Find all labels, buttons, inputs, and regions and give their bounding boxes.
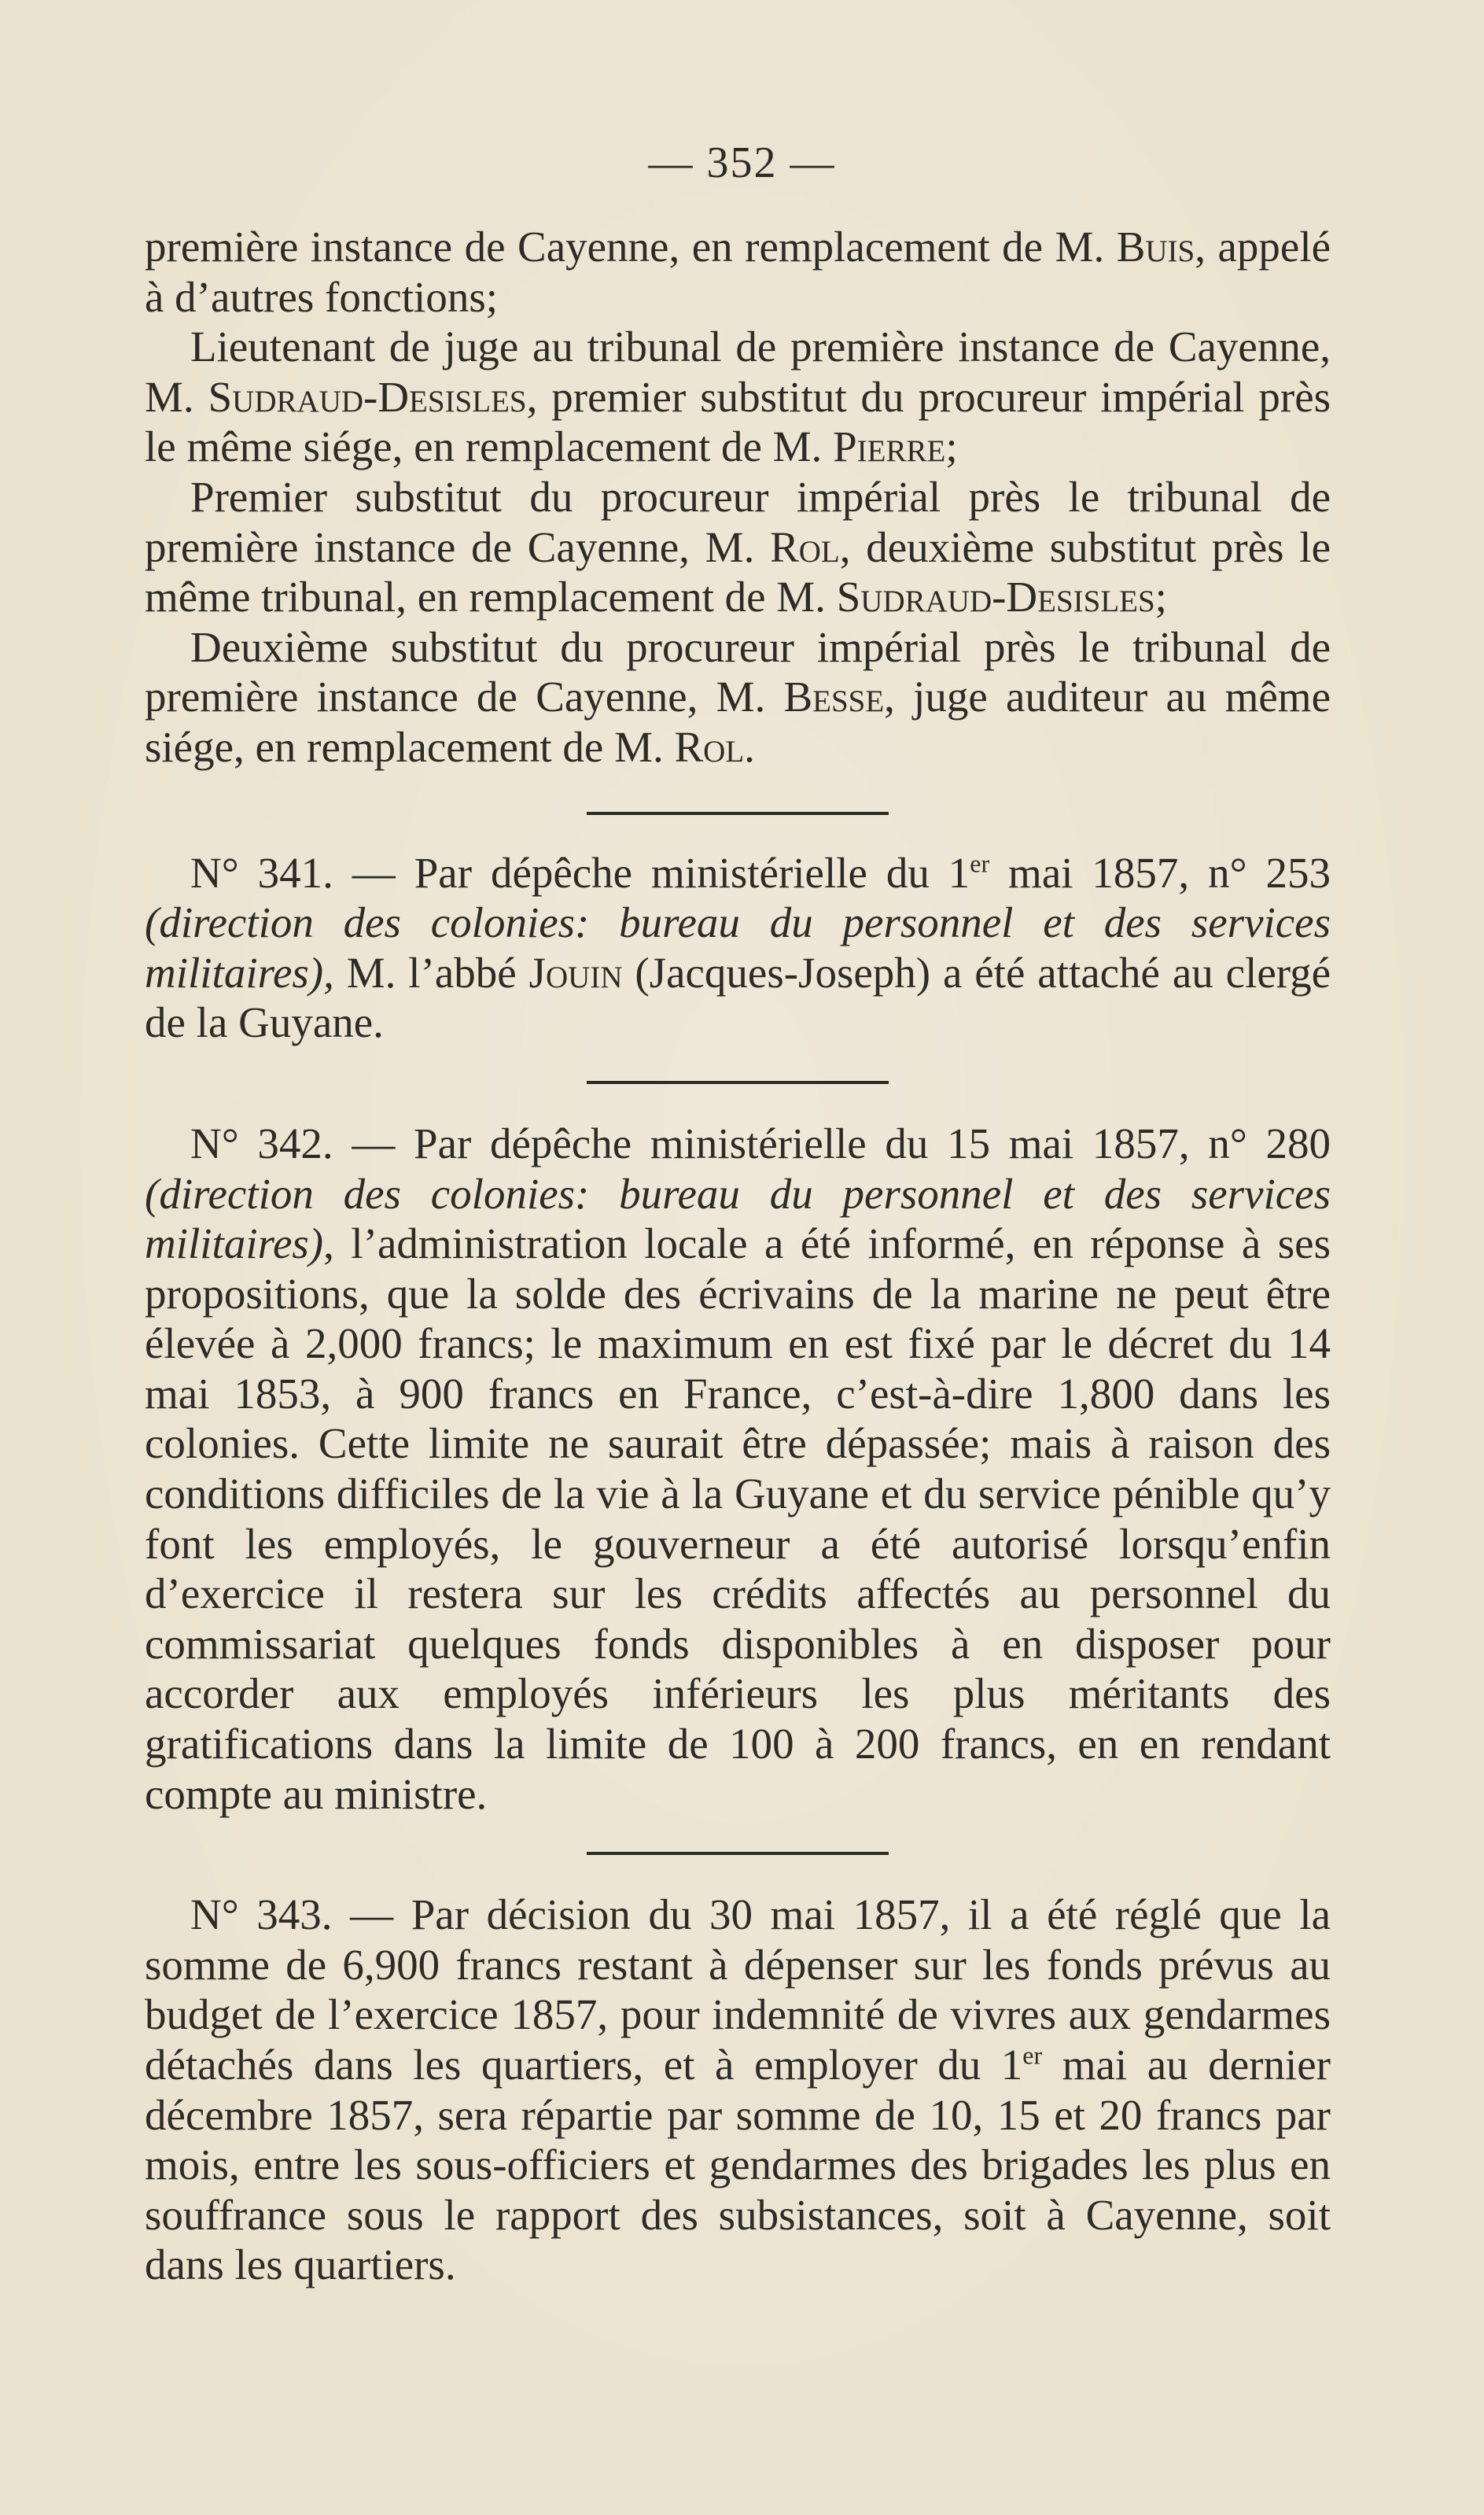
punctuation: ;	[945, 422, 958, 471]
person-name: Rol	[674, 722, 745, 771]
article-341	[145, 848, 1331, 1048]
appointment-text: , premier substitut du procureur impérial près le même siége, en remplacement de M.	[145, 372, 1331, 471]
punctuation: ,	[1195, 223, 1206, 271]
person-name: Jouin	[528, 948, 623, 997]
article-number: N° 343.	[190, 1890, 333, 1939]
punctuation: ;	[1154, 573, 1167, 621]
section-divider	[587, 1852, 889, 1855]
appointment-text: Lieutenant de juge au tribunal de première instance de Cayenne, M.	[145, 323, 1331, 421]
section-divider	[587, 1081, 889, 1084]
article-text: mai 1857, n° 253	[989, 848, 1331, 897]
article-number: N° 341.	[190, 848, 333, 897]
person-name: Rol	[770, 522, 840, 571]
person-name: Sudraud-Desisles	[836, 573, 1155, 621]
person-name: Besse	[783, 673, 885, 721]
person-name: Buis	[1116, 223, 1195, 271]
person-name: Sudraud-Desisles	[208, 372, 527, 421]
page-number: — 352 —	[648, 138, 836, 187]
article-number: N° 342.	[190, 1119, 333, 1167]
article-text: mai au dernier décembre 1857, sera répartie par somme de 10, 15 et 20 francs par mois, entre les sous-officiers et gendarmes des brigades les plus en souffrance sous le rapport des subsistances, soit à Cayenne, soit dans les quartiers.	[145, 2041, 1331, 2289]
article-text: — Par dépêche ministérielle du 1	[333, 848, 970, 897]
section-divider	[587, 812, 889, 815]
appointment-text: , deuxième substitut près le même tribunal, en remplacement de M.	[145, 522, 1331, 621]
article-text: , l’administration locale a été informé, en réponse à ses propositions, que la solde des écrivains de la marine ne peut être élevée à 2,000 francs; le maximum en est fixé par le décret du 14 mai 1853, à 900 francs en France, c’est-à-dire 1,800 dans les colonies. Cette limite ne saurait être dépassée; mais à raison des conditions difficiles de la vie à la Guyane et du service pénible qu’y font les employés, le gouverneur a été autorisé lorsqu’enfin d’exercice il restera sur les crédits affectés au personnel du commissariat quelques fonds disponibles à en disposer pour accorder aux employés inférieurs les plus méritants des gratifications dans la limite de 100 à 200 francs, en en rendant compte au ministre.	[145, 1219, 1331, 1818]
article-342	[145, 1119, 1331, 1819]
article-italic-reference: (direction des colonies: bureau du personnel et des services militaires)	[145, 1169, 1331, 1268]
text-body	[145, 222, 1331, 2290]
article-text: — Par décision du 30 mai 1857, il a été réglé que la somme de 6,900 francs restant à dépenser sur les fonds prévus au budget de l’exercice 1857, pour indemnité de vivres aux gendarmes détachés dans les quartiers, et à employer du 1	[145, 1890, 1331, 2089]
ordinal-superscript: er	[1022, 2041, 1043, 2070]
appointment-text: Premier substitut du procureur impérial près le tribunal de première instance de Cayenne, M.	[145, 472, 1331, 571]
appointment-text: Deuxième substitut du procureur impérial près le tribunal de première instance de Cayenne, M.	[145, 622, 1331, 721]
article-343	[145, 1890, 1331, 2290]
appointment-text: , juge auditeur au même siége, en remplacement de M.	[145, 673, 1331, 771]
appointment-paragraph-2	[145, 472, 1331, 622]
punctuation: .	[744, 722, 755, 771]
article-italic-reference: (direction des colonies: bureau du personnel et des services militaires),	[145, 898, 1331, 997]
article-text: (Jacques-Joseph) a été attaché au clergé de la Guyane.	[145, 948, 1331, 1047]
appointment-paragraph-1	[145, 322, 1331, 472]
article-text: M. l’abbé	[333, 948, 529, 997]
continuation-text-end: appelé à d’autres fonctions;	[145, 223, 1331, 321]
continuation-paragraph	[145, 222, 1331, 322]
person-name: Pierre	[833, 422, 946, 471]
article-text: — Par dépêche ministérielle du 15 mai 1857, n° 280	[333, 1119, 1331, 1167]
appointment-paragraph-3	[145, 622, 1331, 773]
continuation-text: première instance de Cayenne, en remplacement de M.	[145, 223, 1117, 271]
ordinal-superscript: er	[970, 849, 990, 878]
